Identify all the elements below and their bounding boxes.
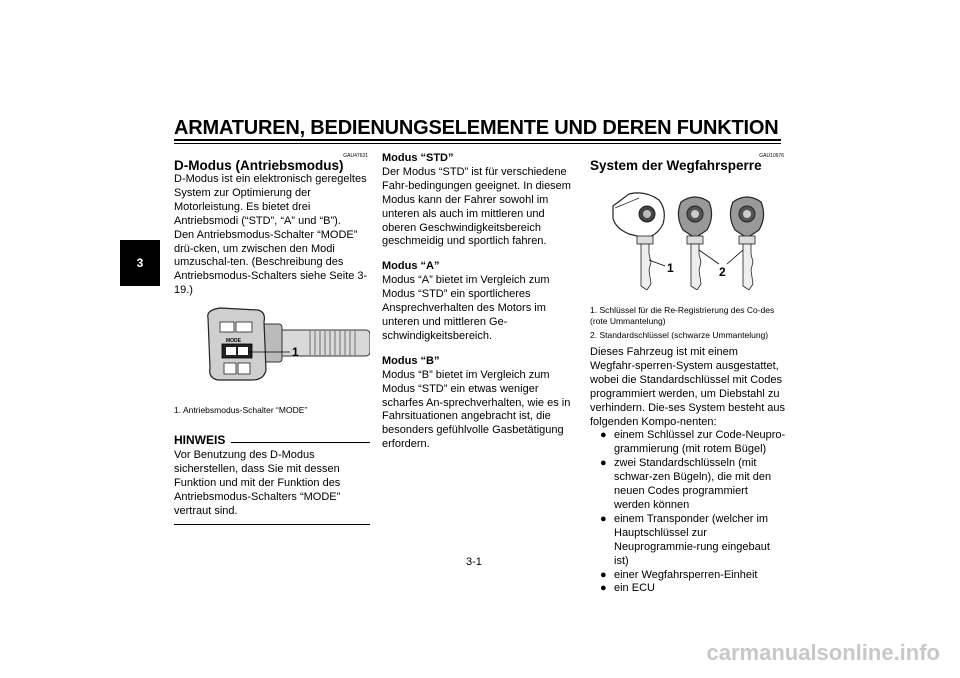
mode-std-text: Der Modus “STD” ist für verschiedene Fahr-bedingungen geeignet. In diesem Modus kann der Fahrer sowohl im unteren als auch im mittleren und oberen Geschwindigkeitsbereich geschmeidig und sportlich fahren. (382, 165, 571, 248)
code-key-icon (613, 193, 664, 290)
keys-captions (590, 305, 786, 341)
list-item-text: ein ECU (614, 582, 655, 595)
section-heading-immobilizer: System der Wegfahrsperre (590, 158, 762, 173)
bullet-icon: ● (600, 512, 607, 525)
mode-b-text: Modus “B” bietet im Vergleich zum Modus “STD” ein etwas weniger scharfes An-sprechverhalten, wie es in Fahrsituationen angebracht ist, die besonders gefühlvolle Gasbetätigung erfordern. (382, 368, 571, 451)
page-title: ARMATUREN, BEDIENUNGSELEMENTE UND DEREN FUNKTION (174, 117, 779, 139)
watermark: carmanualsonline.info (706, 640, 940, 665)
list-item (590, 429, 786, 457)
standard-key-icon (678, 197, 711, 290)
mode-switch-figure (200, 300, 370, 385)
d-mode-paragraph-2: Den Antriebsmodus-Schalter “MODE” drü-cken, um zwischen den Modi umzuschal-ten. (Beschreibung des Antriebsmodus-Schalters siehe Seite 3-19.) (174, 228, 368, 297)
mode-std-title: Modus “STD” (382, 152, 454, 164)
title-rule-thin (174, 143, 781, 144)
chapter-tab (120, 240, 160, 286)
reference-code: GAU47631 (343, 153, 368, 159)
note-text: Vor Benutzung des D-Modus sicherstellen, dass Sie mit dessen Funktion und mit der Funktion des Antriebsmodus-Schalters “MODE” vertraut sind. (174, 449, 341, 517)
col3-text (590, 346, 786, 596)
mode-label-text: MODE (226, 338, 241, 344)
section-heading-d-mode: D-Modus (Antriebsmodus) (174, 158, 344, 173)
figure-callout-key-1: 1 (667, 261, 674, 275)
page-number: 3-1 (466, 556, 482, 568)
list-item-text: einem Transponder (welcher im Hauptschlüssel zur Neuprogrammie-rung eingebaut ist) (614, 512, 770, 567)
handlebar-switch-illustration (200, 300, 370, 385)
reference-code-immobilizer: GAU10976 (759, 153, 784, 159)
col2-text (382, 152, 578, 452)
note-box (174, 433, 370, 525)
d-mode-paragraph-1: D-Modus ist ein elektronisch geregeltes System zur Optimierung der Motorleistung. Es bietet drei Antriebsmodi (“STD”, “A” und “B”). (174, 173, 367, 227)
figure-callout-1: 1 (292, 345, 299, 359)
caption-code-key: 1. Schlüssel für die Re-Registrierung des Co-des (rote Ummantelung) (590, 305, 775, 326)
figure-caption-mode-switch: 1. Antriebsmodus-Schalter “MODE” (174, 405, 308, 415)
chapter-number: 3 (136, 256, 144, 270)
bullet-icon: ● (600, 568, 607, 581)
standard-key-icon (730, 197, 763, 290)
bullet-icon: ● (600, 582, 607, 595)
note-title: HINWEIS (174, 433, 226, 447)
bullet-icon: ● (600, 429, 607, 442)
figure-callout-key-2: 2 (719, 265, 726, 279)
list-item (590, 513, 786, 569)
list-item-text: einem Schlüssel zur Code-Neupro-grammierung (mit rotem Bügel) (614, 429, 786, 456)
list-item (590, 457, 786, 513)
list-item-text: zwei Standardschlüsseln (mit schwar-zen Bügeln), die mit den neuen Codes programmiert werden können (614, 457, 772, 511)
note-rule-top (231, 442, 370, 443)
mode-a-title: Modus “A” (382, 260, 440, 273)
note-rule-bottom (174, 524, 370, 525)
col1-text (174, 173, 370, 298)
list-item-text: einer Wegfahrsperren-Einheit (614, 568, 758, 581)
keys-figure (605, 190, 785, 290)
title-rule (174, 139, 781, 141)
list-item (590, 569, 786, 583)
keys-illustration (605, 190, 785, 290)
bullet-icon: ● (600, 457, 607, 470)
immobilizer-paragraph: Dieses Fahrzeug ist mit einem Wegfahr-sperren-System ausgestattet, wobei die Standardschlüssel mit Codes programmiert werden, um Diebstahl zu verhindern. Die-ses System besteht aus folgenden Kompo-nenten: (590, 346, 786, 428)
mode-a-text: Modus “A” bietet im Vergleich zum Modus “STD” ein sportlicheres Ansprechverhalten des Motors im unteren und mittleren Ge-schwindigkeitsbereich. (382, 274, 550, 342)
mode-b-title: Modus “B” (382, 354, 440, 367)
components-list (590, 429, 786, 596)
list-item (590, 582, 786, 596)
caption-standard-key: 2. Standardschlüssel (schwarze Ummantelung) (590, 330, 769, 340)
